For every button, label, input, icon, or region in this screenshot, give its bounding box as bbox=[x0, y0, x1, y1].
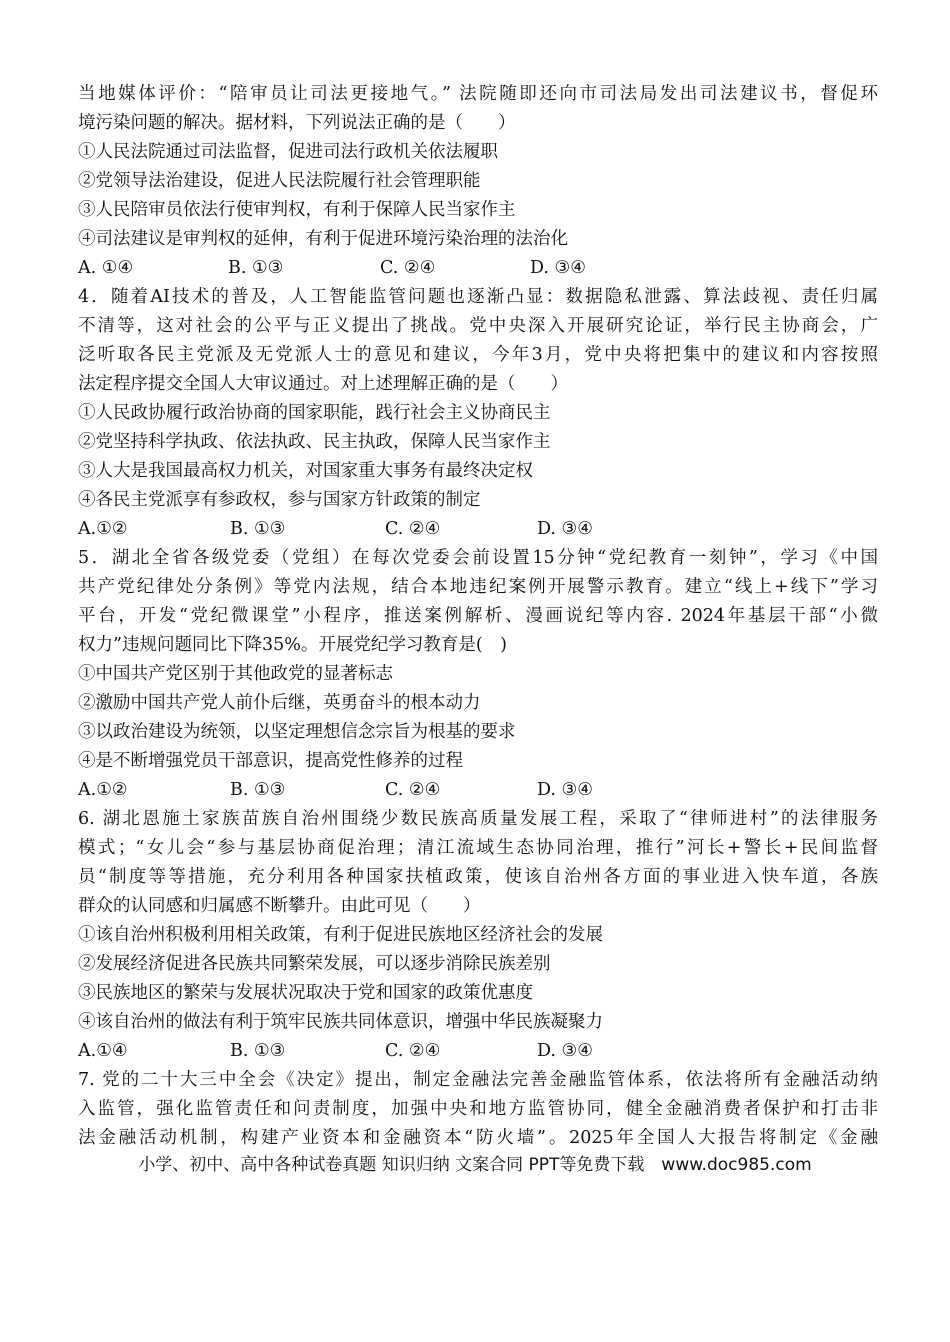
question-6-item-3: ③民族地区的繁荣与发展状况取决于党和国家的政策优惠度 bbox=[78, 983, 533, 1003]
option-b: B. ①③ bbox=[230, 519, 286, 539]
option-c: C. ②④ bbox=[385, 519, 441, 539]
question-4-stem-line-1: 4．随着AI技术的普及，人工智能监管问题也逐渐凸显：数据隐私泄露、算法歧视、责任归属 bbox=[78, 287, 878, 307]
option-d: D. ③④ bbox=[537, 780, 593, 800]
question-4-item-2: ②党坚持科学执政、依法执政、民主执政，保障人民当家作主 bbox=[78, 432, 551, 452]
question-3-item-1: ①人民法院通过司法监督，促进司法行政机关依法履职 bbox=[78, 142, 498, 162]
option-b: B. ①③ bbox=[230, 780, 286, 800]
question-3-line-1: 当地媒体评价：“陪审员让司法更接地气。” 法院随即还向市司法局发出司法建议书，督促环 bbox=[78, 84, 878, 104]
question-5-stem-line-3: 平台，开发“党纪微课堂”小程序，推送案例解析、漫画说纪等内容. 2024年基层干部“小微 bbox=[78, 606, 878, 626]
question-6-stem-line-3: 员“制度等等措施，充分利用各种国家扶植政策，使该自治州各方面的事业进入快车道，各族 bbox=[78, 867, 878, 887]
question-4-stem-line-4: 法定程序提交全国人大审议通过。对上述理解正确的是（ ） bbox=[78, 374, 568, 394]
option-a: A.①④ bbox=[78, 1041, 128, 1061]
question-6-item-4: ④该自治州的做法有利于筑牢民族共同体意识，增强中华民族凝聚力 bbox=[78, 1012, 603, 1032]
exam-content bbox=[78, 80, 878, 1153]
question-6-stem-line-1: 6. 湖北恩施土家族苗族自治州围绕少数民族高质量发展工程，采取了“律师进村”的法律服务 bbox=[78, 809, 878, 829]
question-6-item-2: ②发展经济促进各民族共同繁荣发展，可以逐步消除民族差别 bbox=[78, 954, 551, 974]
option-d: D. ③④ bbox=[530, 258, 586, 278]
question-5-stem-line-4: 权力”违规问题同比下降35%。开展党纪学习教育是( ) bbox=[78, 635, 507, 655]
option-d: D. ③④ bbox=[537, 1041, 593, 1061]
question-5-stem-line-1: 5．湖北全省各级党委（党组）在每次党委会前设置15分钟“党纪教育一刻钟”，学习《中国 bbox=[78, 548, 878, 568]
question-4-item-3: ③人大是我国最高权力机关，对国家重大事务有最终决定权 bbox=[78, 461, 533, 481]
question-4-options bbox=[78, 515, 878, 544]
question-4-item-1: ①人民政协履行政治协商的国家职能，践行社会主义协商民主 bbox=[78, 403, 551, 423]
option-d: D. ③④ bbox=[537, 519, 593, 539]
question-5-stem-line-2: 共产党纪律处分条例》等党内法规，结合本地违纪案例开展警示教育。建立“线上+线下”学习 bbox=[78, 577, 878, 597]
option-a: A. ①④ bbox=[78, 258, 134, 278]
option-b: B. ①③ bbox=[230, 1041, 286, 1061]
question-3-line-2: 境污染问题的解决。据材料，下列说法正确的是（ ） bbox=[78, 113, 516, 133]
question-5-item-1: ①中国共产党区别于其他政党的显著标志 bbox=[78, 664, 393, 684]
option-c: C. ②④ bbox=[385, 780, 441, 800]
option-c: C. ②④ bbox=[385, 1041, 441, 1061]
download-site-footer: 小学、初中、高中各种试卷真题 知识归纳 文案合同 PPT等免费下载 www.doc985.com bbox=[138, 1155, 812, 1175]
question-3-item-2: ②党领导法治建设，促进人民法院履行社会管理职能 bbox=[78, 171, 481, 191]
question-6-item-1: ①该自治州积极利用相关政策，有利于促进民族地区经济社会的发展 bbox=[78, 925, 603, 945]
question-7-stem-line-1: 7. 党的二十大三中全会《决定》提出，制定金融法完善金融监管体系，依法将所有金融活动纳 bbox=[78, 1070, 878, 1090]
option-b: B. ①③ bbox=[228, 258, 284, 278]
question-7-stem-line-3: 法金融活动机制，构建产业资本和金融资本“防火墙”。2025年全国人大报告将制定《金融 bbox=[78, 1128, 878, 1148]
option-a: A.①② bbox=[78, 519, 128, 539]
question-6-options bbox=[78, 1037, 878, 1066]
option-c: C. ②④ bbox=[380, 258, 436, 278]
question-4-item-4: ④各民主党派享有参政权，参与国家方针政策的制定 bbox=[78, 490, 481, 510]
question-5-item-2: ②激励中国共产党人前仆后继，英勇奋斗的根本动力 bbox=[78, 693, 481, 713]
question-3-item-3: ③人民陪审员依法行使审判权，有利于保障人民当家作主 bbox=[78, 200, 516, 220]
question-3-item-4: ④司法建议是审判权的延伸，有利于促进环境污染治理的法治化 bbox=[78, 229, 568, 249]
question-5-item-3: ③以政治建设为统领，以坚定理想信念宗旨为根基的要求 bbox=[78, 722, 516, 742]
question-7-stem-line-2: 入监管，强化监管责任和问责制度，加强中央和地方监管协同，健全金融消费者保护和打击非 bbox=[78, 1099, 878, 1119]
question-3-options bbox=[78, 254, 878, 283]
question-4-stem-line-3: 泛听取各民主党派及无党派人士的意见和建议，今年3月，党中央将把集中的建议和内容按照 bbox=[78, 345, 878, 365]
question-6-stem-line-4: 群众的认同感和归属感不断攀升。由此可见（ ） bbox=[78, 896, 481, 916]
option-a: A.①② bbox=[78, 780, 128, 800]
question-6-stem-line-2: 模式；“女儿会“参与基层协商促治理；清江流域生态协同治理，推行”河长+警长+民间监督 bbox=[78, 838, 878, 858]
question-5-item-4: ④是不断增强党员干部意识，提高党性修养的过程 bbox=[78, 751, 463, 771]
question-4-stem-line-2: 不清等，这对社会的公平与正义提出了挑战。党中央深入开展研究论证，举行民主协商会，广 bbox=[78, 316, 878, 336]
question-5-options bbox=[78, 776, 878, 805]
